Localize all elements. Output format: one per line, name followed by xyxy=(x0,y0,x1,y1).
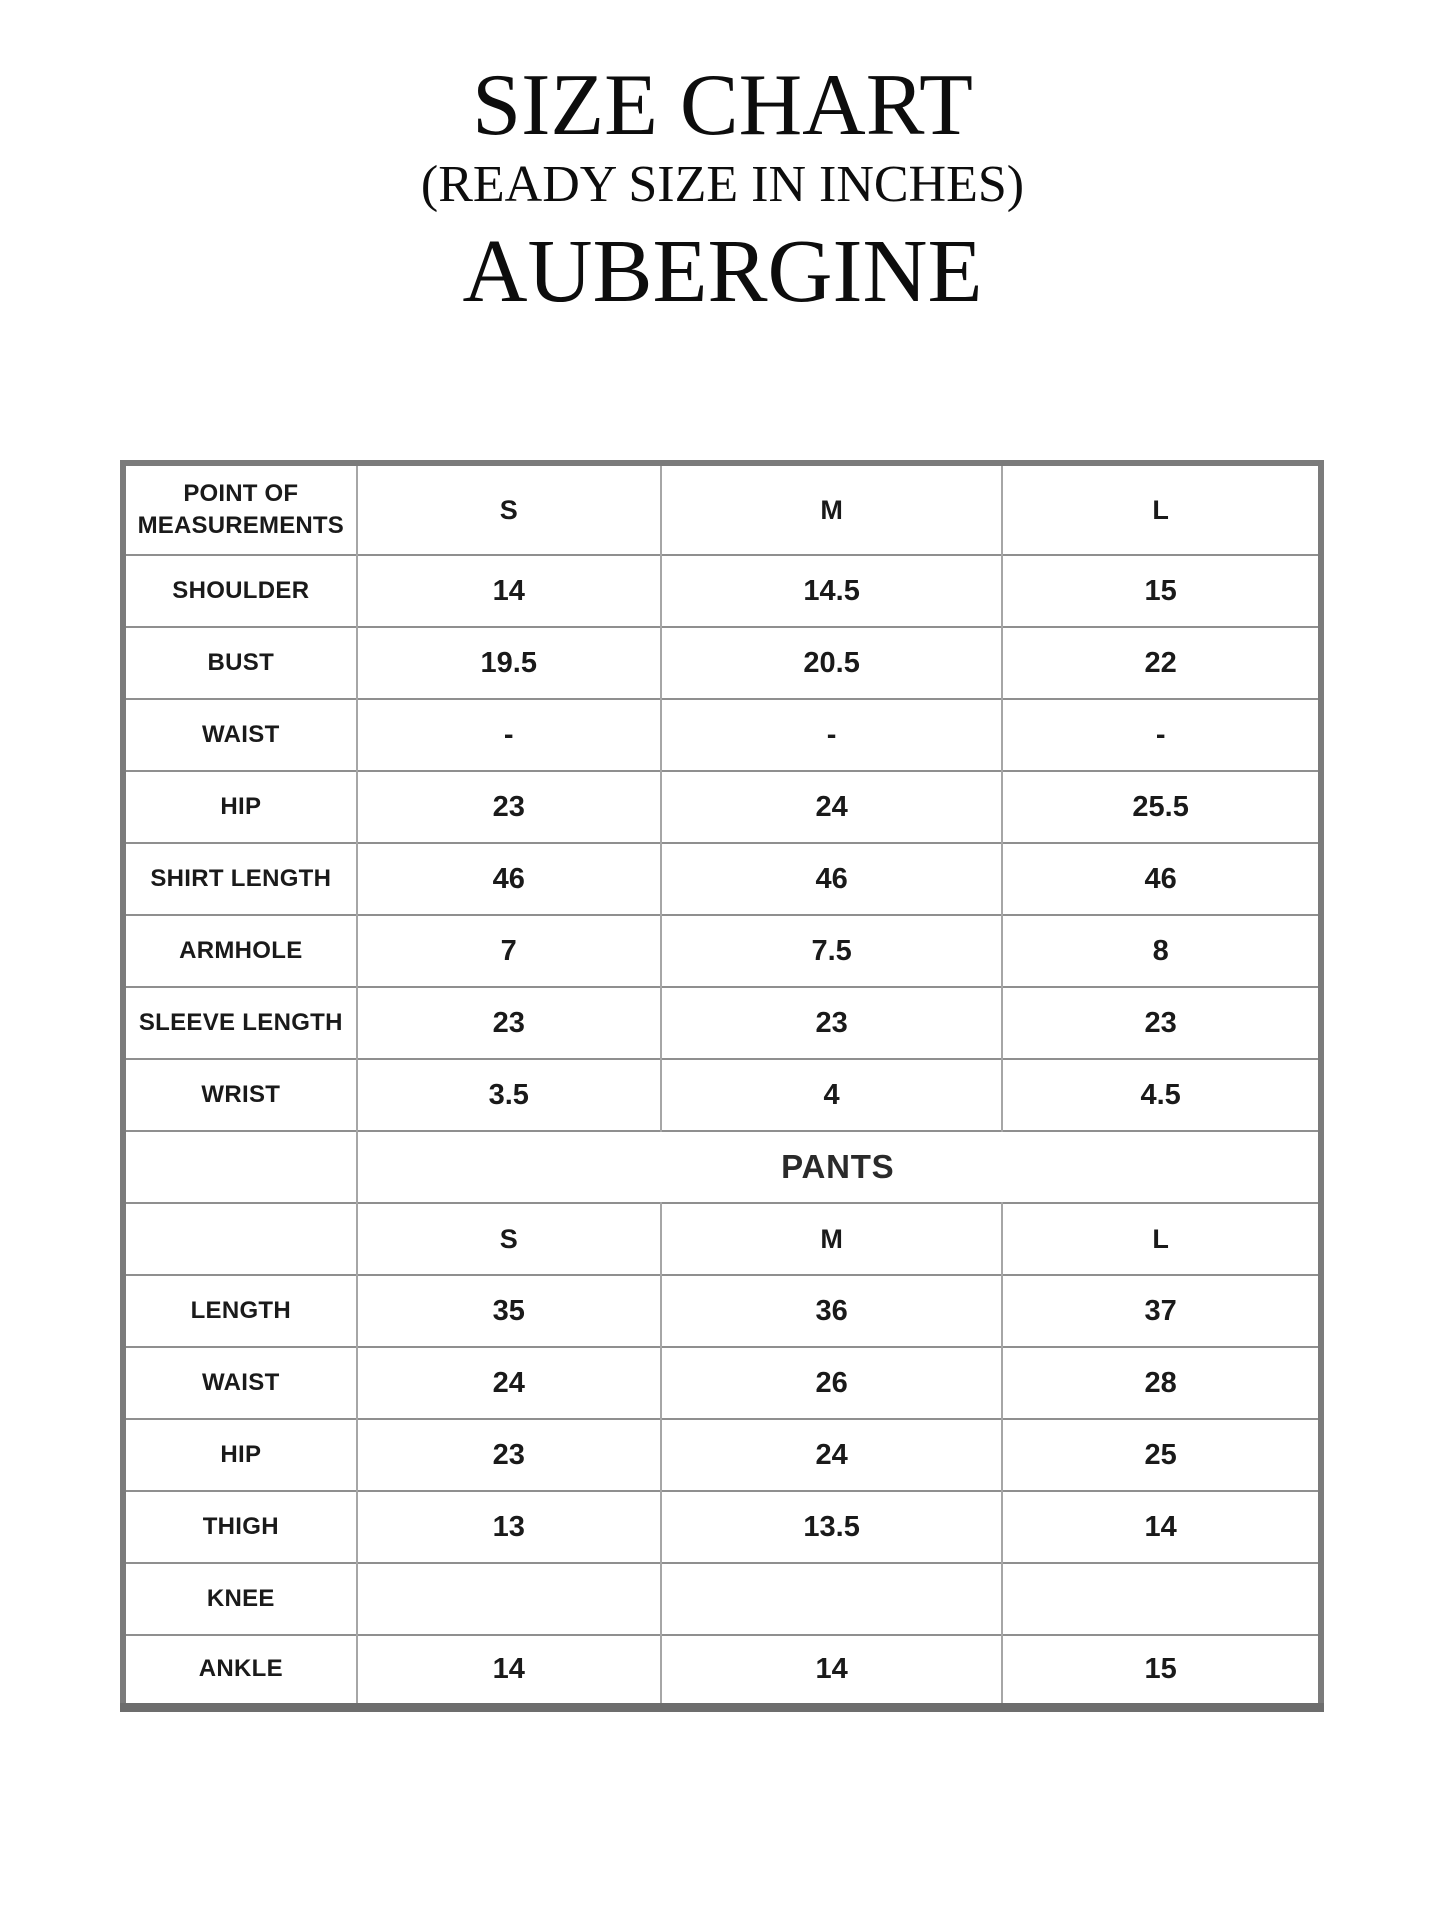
size-header-m: M xyxy=(661,463,1002,555)
value-cell: 20.5 xyxy=(661,627,1002,699)
table-header-row xyxy=(123,463,1321,555)
value-cell: 4 xyxy=(661,1059,1002,1131)
row-label: SHIRT LENGTH xyxy=(150,865,332,892)
value-cell: 7 xyxy=(357,915,661,987)
value-cell: 46 xyxy=(1002,843,1321,915)
value-cell: 8 xyxy=(1002,915,1321,987)
row-label: WAIST xyxy=(202,721,280,748)
value-cell xyxy=(661,1563,1002,1635)
row-length-pants xyxy=(123,1275,1321,1347)
value-cell xyxy=(357,1563,661,1635)
value-cell: 23 xyxy=(357,987,661,1059)
pants-size-header-row xyxy=(123,1203,1321,1275)
value-cell: 23 xyxy=(357,771,661,843)
value-cell: 15 xyxy=(1002,555,1321,627)
value-cell: 28 xyxy=(1002,1347,1321,1419)
row-label: ARMHOLE xyxy=(179,937,303,964)
row-label: SHOULDER xyxy=(172,577,310,604)
row-waist-shirt xyxy=(123,699,1321,771)
row-ankle xyxy=(123,1635,1321,1707)
row-label: WAIST xyxy=(202,1369,280,1396)
row-hip-shirt xyxy=(123,771,1321,843)
value-cell: 14 xyxy=(1002,1491,1321,1563)
size-chart-table xyxy=(120,460,1324,1712)
value-cell: - xyxy=(357,699,661,771)
row-label: HIP xyxy=(220,1441,262,1468)
row-thigh xyxy=(123,1491,1321,1563)
value-cell: 24 xyxy=(357,1347,661,1419)
pants-size-header-s: S xyxy=(357,1203,661,1275)
value-cell: 35 xyxy=(357,1275,661,1347)
value-cell: - xyxy=(661,699,1002,771)
row-label: LENGTH xyxy=(190,1297,292,1324)
empty-cell xyxy=(123,1131,357,1203)
value-cell: 24 xyxy=(661,771,1002,843)
value-cell: 14 xyxy=(357,1635,661,1707)
row-hip-pants xyxy=(123,1419,1321,1491)
value-cell: 24 xyxy=(661,1419,1002,1491)
pants-section-row xyxy=(123,1131,1321,1203)
value-cell: 13.5 xyxy=(661,1491,1002,1563)
row-label: SLEEVE LENGTH xyxy=(138,1009,343,1036)
row-waist-pants xyxy=(123,1347,1321,1419)
brand-name: AUBERGINE xyxy=(462,222,983,321)
size-header-l: L xyxy=(1002,463,1321,555)
row-shoulder xyxy=(123,555,1321,627)
row-wrist xyxy=(123,1059,1321,1131)
value-cell: - xyxy=(1002,699,1321,771)
row-label: ANKLE xyxy=(198,1655,283,1683)
value-cell: 14.5 xyxy=(661,555,1002,627)
row-label: THIGH xyxy=(202,1513,279,1540)
size-header-s: S xyxy=(357,463,661,555)
value-cell: 3.5 xyxy=(357,1059,661,1131)
value-cell: 14 xyxy=(357,555,661,627)
row-sleeve-length xyxy=(123,987,1321,1059)
row-bust xyxy=(123,627,1321,699)
page-title: SIZE CHART xyxy=(472,57,973,154)
empty-cell xyxy=(123,1203,357,1275)
row-label: WRIST xyxy=(201,1081,281,1108)
page-subtitle: (READY SIZE IN INCHES) xyxy=(420,156,1025,213)
value-cell: 37 xyxy=(1002,1275,1321,1347)
value-cell: 13 xyxy=(357,1491,661,1563)
row-armhole xyxy=(123,915,1321,987)
value-cell: 46 xyxy=(357,843,661,915)
value-cell: 7.5 xyxy=(661,915,1002,987)
corner-header-cell: POINT OF MEASUREMENTS xyxy=(137,479,345,539)
row-label: KNEE xyxy=(206,1585,275,1612)
value-cell: 4.5 xyxy=(1002,1059,1321,1131)
value-cell: 26 xyxy=(661,1347,1002,1419)
row-knee xyxy=(123,1563,1321,1635)
value-cell: 23 xyxy=(357,1419,661,1491)
pants-size-header-m: M xyxy=(661,1203,1002,1275)
value-cell: 25 xyxy=(1002,1419,1321,1491)
value-cell: 19.5 xyxy=(357,627,661,699)
value-cell: 25.5 xyxy=(1002,771,1321,843)
value-cell xyxy=(1002,1563,1321,1635)
value-cell: 14 xyxy=(661,1635,1002,1707)
value-cell: 36 xyxy=(661,1275,1002,1347)
row-shirt-length xyxy=(123,843,1321,915)
value-cell: 46 xyxy=(661,843,1002,915)
pants-size-header-l: L xyxy=(1002,1203,1321,1275)
value-cell: 22 xyxy=(1002,627,1321,699)
value-cell: 23 xyxy=(1002,987,1321,1059)
value-cell: 15 xyxy=(1002,1635,1321,1707)
value-cell: 23 xyxy=(661,987,1002,1059)
row-label: HIP xyxy=(220,793,262,820)
pants-section-header: PANTS xyxy=(357,1131,1321,1203)
row-label: BUST xyxy=(207,649,275,676)
heading-block xyxy=(0,57,1445,321)
